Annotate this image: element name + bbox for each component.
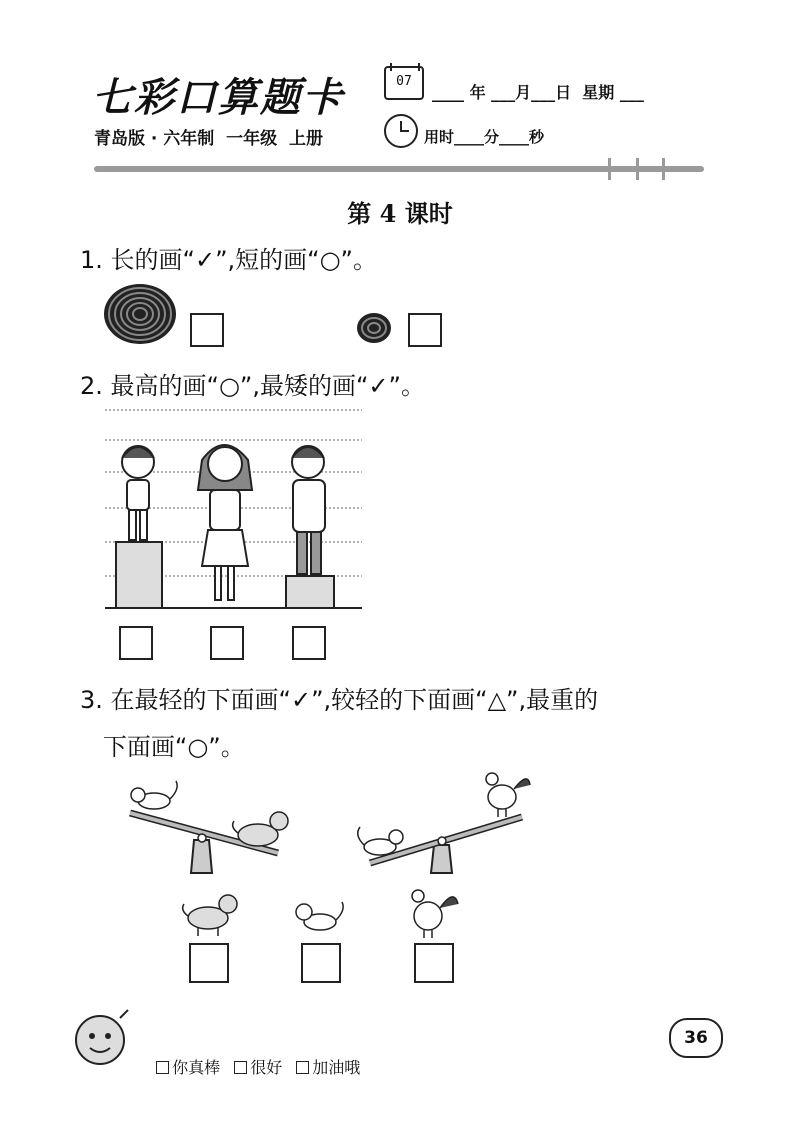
answer-box-kid-1[interactable]	[119, 626, 153, 660]
answer-box-dog[interactable]	[189, 943, 229, 983]
rooster-image	[412, 890, 458, 938]
answer-box-rooster[interactable]	[414, 943, 454, 983]
lesson-title: 第 4 课时	[347, 199, 453, 228]
answer-box-long-coil[interactable]	[190, 313, 224, 347]
checkbox-icon[interactable]	[296, 1061, 309, 1074]
question-2: 2. 最高的画“○”,最矮的画“✓”。	[80, 372, 425, 400]
header-divider	[94, 166, 704, 172]
height-comparison-image	[100, 400, 370, 615]
long-coil-image	[100, 282, 190, 352]
calendar-day: 07	[396, 74, 412, 89]
animals-row-image	[170, 880, 470, 940]
date-line: ____ 年 ___月___日 星期 ___	[432, 83, 644, 102]
divider-tick	[636, 158, 639, 180]
time-used-line: 用时____分____秒	[424, 128, 545, 146]
mascot-image	[70, 1008, 134, 1072]
dog-image	[183, 895, 237, 936]
divider-tick	[608, 158, 611, 180]
short-coil-image	[354, 310, 404, 350]
rating-option-great[interactable]: 你真棒	[156, 1058, 220, 1077]
page-number: 36	[669, 1018, 723, 1058]
edition-subtitle: 青岛版 · 六年制 一年级 上册	[94, 129, 323, 149]
cat-image	[296, 902, 343, 930]
answer-box-cat[interactable]	[301, 943, 341, 983]
question-3-line-1: 3. 在最轻的下面画“✓”,较轻的下面画“△”,最重的	[80, 686, 599, 714]
self-rating	[146, 1036, 374, 1078]
rating-option-keep-going[interactable]: 加油哦	[296, 1058, 360, 1077]
question-1: 1. 长的画“✓”,短的画“○”。	[80, 246, 377, 274]
brand-title: 七彩口算题卡	[92, 74, 344, 121]
divider-tick	[662, 158, 665, 180]
answer-box-kid-2[interactable]	[292, 626, 326, 660]
clock-icon	[384, 114, 418, 148]
answer-box-girl[interactable]	[210, 626, 244, 660]
question-3-line-2: 下面画“○”。	[80, 733, 245, 761]
seesaw-comparison-image	[124, 765, 534, 875]
answer-box-short-coil[interactable]	[408, 313, 442, 347]
rating-option-good[interactable]: 很好	[234, 1058, 282, 1077]
calendar-icon	[384, 66, 424, 100]
checkbox-icon[interactable]	[234, 1061, 247, 1074]
checkbox-icon[interactable]	[156, 1061, 169, 1074]
